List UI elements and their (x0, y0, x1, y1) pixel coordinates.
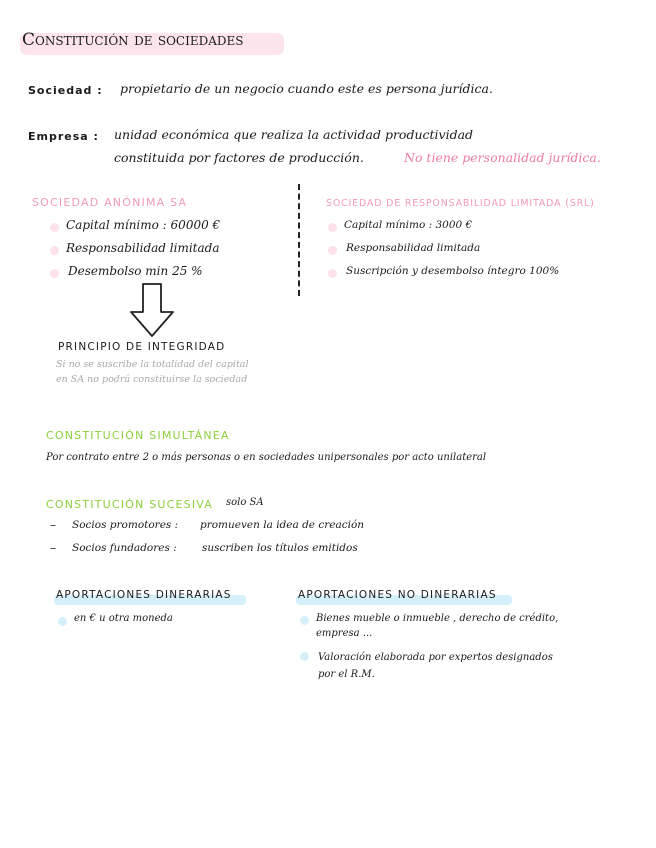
srl-item-2: Responsabilidad limitada (346, 242, 481, 254)
no-dinerarias-bullet-2 (300, 652, 309, 661)
sucesiva-dash-1: – (50, 518, 56, 532)
principio-line1: Si no se suscribe la totalidad del capital (56, 359, 249, 370)
column-divider (298, 184, 300, 296)
principio-line2: en SA no podrá constituirse la sociedad (56, 374, 248, 385)
srl-bullet-1 (328, 223, 337, 232)
empresa-definition-line2: constituida por factores de producción. (114, 150, 364, 165)
sucesiva-item-1-label: Socios promotores : (72, 519, 179, 531)
sociedad-definition: propietario de un negocio cuando este es persona jurídica. (120, 81, 493, 96)
empresa-label: Empresa : (28, 130, 99, 143)
page-title: Constitución de sociedades (22, 30, 244, 50)
empresa-definition-line1: unidad económica que realiza la actividad productividad (114, 127, 474, 142)
simultanea-text: Por contrato entre 2 o más personas o en sociedades unipersonales por acto unilateral (46, 452, 487, 463)
no-dinerarias-item-1-line1: Bienes mueble o inmueble , derecho de crédito, (316, 613, 559, 624)
sa-item-2: Responsabilidad limitada (66, 241, 220, 255)
no-dinerarias-item-2-line1: Valoración elaborada por expertos designados (318, 652, 553, 663)
dinerarias-item-1: en € u otra moneda (74, 613, 173, 624)
srl-bullet-3 (328, 269, 337, 278)
sucesiva-item-2-label: Socios fundadores : (72, 542, 177, 554)
sucesiva-item-1-text: promueven la idea de creación (200, 519, 365, 531)
down-arrow-icon (128, 282, 178, 340)
principio-heading: PRINCIPIO DE INTEGRIDAD (58, 341, 226, 353)
no-dinerarias-bullet-1 (300, 616, 309, 625)
srl-item-1: Capital mínimo : 3000 € (344, 219, 473, 231)
sociedad-label: Sociedad : (28, 84, 103, 97)
sa-bullet-2 (50, 246, 59, 255)
no-dinerarias-item-2-line2: por el R.M. (318, 669, 375, 680)
sucesiva-item-2-text: suscriben los títulos emitidos (202, 542, 358, 554)
dinerarias-bullet-1 (58, 617, 67, 626)
empresa-note: No tiene personalidad jurídica. (404, 150, 601, 165)
sa-item-1: Capital mínimo : 60000 € (66, 218, 221, 232)
simultanea-heading: CONSTITUCIÓN SIMULTÁNEA (46, 429, 230, 442)
srl-heading: SOCIEDAD DE RESPONSABILIDAD LIMITADA (SRL) (326, 198, 595, 209)
sa-item-3: Desembolso min 25 % (68, 264, 203, 278)
no-dinerarias-heading: APORTACIONES NO DINERARIAS (298, 589, 497, 601)
sa-bullet-1 (50, 223, 59, 232)
sa-bullet-3 (50, 269, 59, 278)
no-dinerarias-item-1-line2: empresa ... (316, 628, 373, 639)
sa-heading: SOCIEDAD ANÓNIMA SA (32, 196, 188, 209)
sucesiva-heading: CONSTITUCIÓN SUCESIVA (46, 498, 214, 511)
srl-item-3: Suscripción y desembolso íntegro 100% (346, 265, 560, 277)
sucesiva-dash-2: – (50, 541, 56, 555)
dinerarias-heading: APORTACIONES DINERARIAS (56, 589, 232, 601)
sucesiva-tag: solo SA (226, 497, 264, 508)
srl-bullet-2 (328, 246, 337, 255)
